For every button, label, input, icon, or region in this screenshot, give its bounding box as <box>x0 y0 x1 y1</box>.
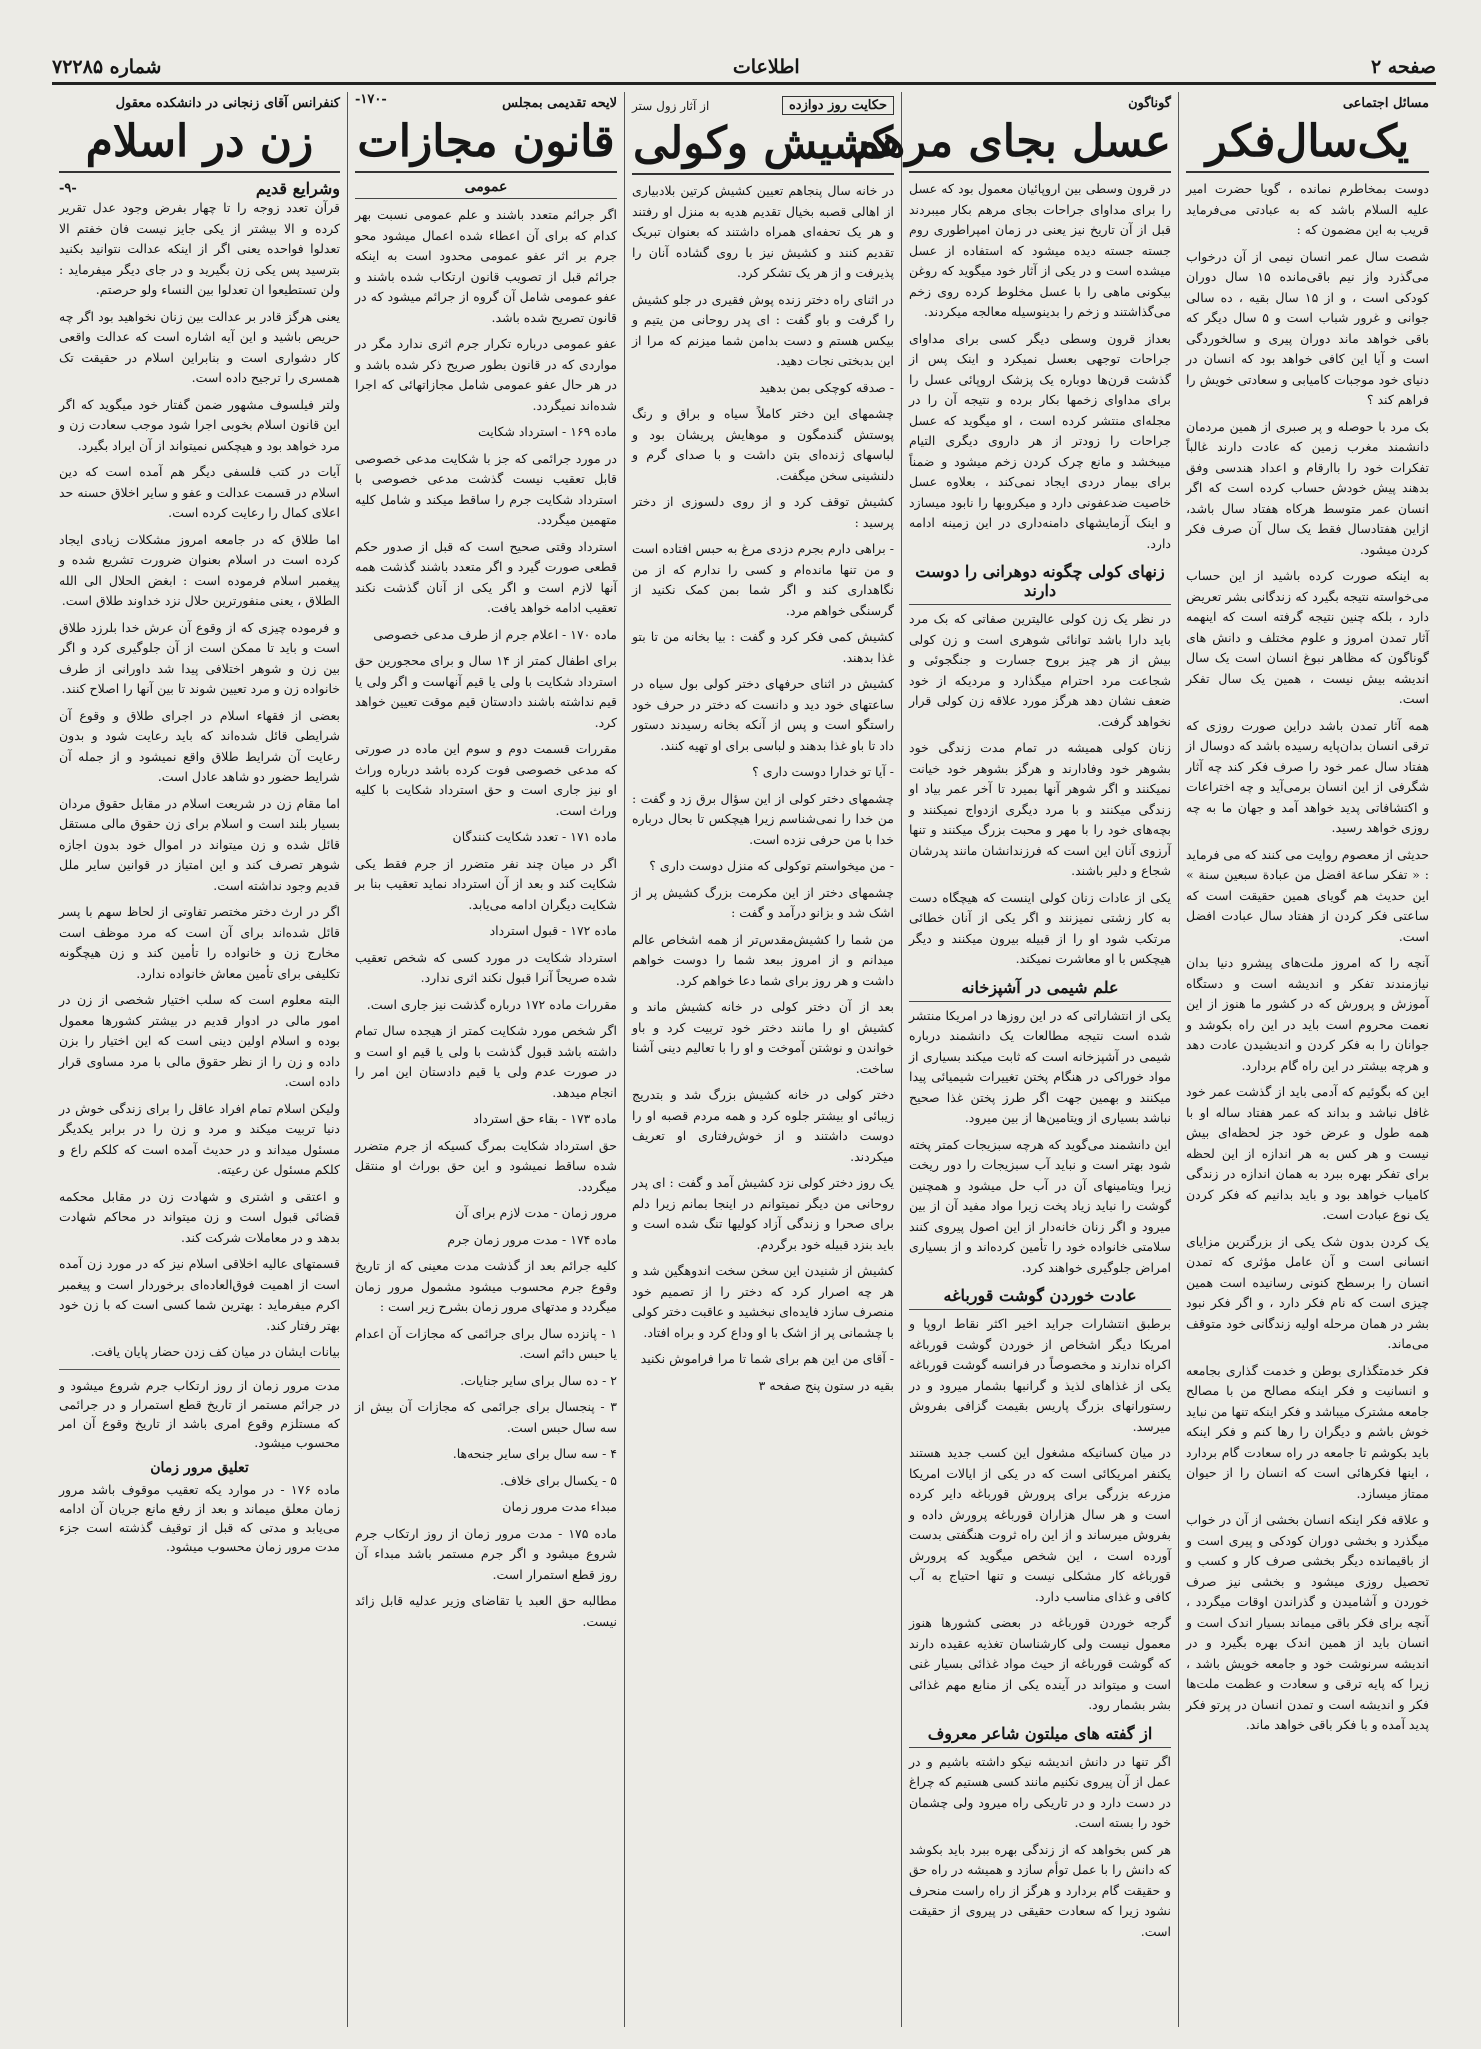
paragraph: بعضی از فقهاء اسلام در اجرای طلاق و وقوع آن شرایطی قائل شده‌اند که باید رعایت شود و بدون رعایت آن شرایط طلاق واقع نمیشود و از جمله آن شرایط حضور دو شاهد عادل است. <box>59 707 340 784</box>
article-body-continued <box>1186 716 1429 1736</box>
footer-article-body: ماده ۱۷۶ - در موارد یکه تعقیب موقوف باشد مرور زمان معلق میماند و بعد از رفع مانع جریان آن ادامه می‌یابد و مدتی که قبل از توقیف گذشته است جزء مدت مرور زمان محسوب میشود. <box>59 1481 340 1554</box>
paragraph: ماده ۱۷۱ - تعدد شکایت کنندگان <box>452 829 617 844</box>
paragraph: یک کردن بدون شک یکی از بزرگترین مزایای انسانی است و آن عامل مؤثری که تمدن انسان را برسطح کنونی رسانیده است همین چیزی است که نام فکر دارد ، و اگر فکر نبود بشر در همان مرحله اولیه زندگانی خود متوقف می‌ماند. <box>1186 1233 1429 1351</box>
paragraph: ۱ - پانزده سال برای جرائمی که مجازات آن اعدام یا حبس دائم است. <box>355 1325 617 1361</box>
paragraph: برطبق انتشارات جراید اخیر اکثر نقاط اروپا و امریکا دیگر اشخاص از خوردن گوشت قورباغه اکراه ندارند و مخصوصاً در فرانسه گوشت قورباغه یکی از غذاهای لذیذ و گرانبها بشمار میرود و در رستورانهای بزرگ پاریس بقیمت گزافی بفروش میرسد. <box>909 1316 1171 1434</box>
paragraph: مبداء مدت مرور زمان <box>502 1499 617 1514</box>
paragraph: کلیه جرائم بعد از گذشت مدت معینی که از تاریخ وقوع جرم محسوب میشود مشمول مرور زمان میگردد و مدتهای مرور زمان بشرح زیر است : <box>355 1258 617 1314</box>
paragraph: و اعتقی و اشتری و شهادت زن در مقابل محکمه قضائی قبول است و زن میتواند در محاکم شهادت بدهد و در معاملات شرکت کند. <box>59 1188 340 1245</box>
paragraph: قرآن تعدد زوجه را تا چهار بفرض وجود عدل تقریر کرده و الا بیشتر از یکی جایز نیست فان خفتم الا تعدلوا فواحده یعنی اگر از اینکه عدالت نتوانید بکنید بترسید پس یکی زن بگیرید و در جای دیگر میفرماید : ولن تستطیعوا ان تعدلوا بین النساء ولو حرصتم. <box>59 200 340 297</box>
paragraph: یکی از انتشاراتی که در این روزها در امریکا منتشر شده است نتیجه مطالعات یک دانشمند درباره شیمی در آشپزخانه است که ثابت میکند بسیاری از مواد خوراکی در هنگام پختن تغییرات شیمیائی پیدا میکنند و بهمین جهت اگر طرز پختن غذا صحیح نباشد بسیاری از ویتامین‌ها از بین میرود. <box>909 1007 1171 1125</box>
paragraph: - آیا تو خدارا دوست داری ؟ <box>752 764 894 779</box>
paragraph: هر کس بخواهد که از زندگی بهره ببرد باید بکوشد که دانش را با عمل توأم سازد و همیشه در راه حق و حقیقت گام بردارد و هرگز از راه راست منحرف نشود زیرا که سعادت حقیقی در پیروی از حقیقت است. <box>909 1841 1171 1939</box>
paragraph: اگر جرائم متعدد باشند و علم عمومی نسبت بهر کدام که برای آن اعطاء شده اعمال میشود محو جرم بر اثر عفو عمومی محدود است به اینکه جرائم قبل از تصویب قانون ارتکاب شده باشند و عفو عمومی شامل آن گروه از جرائم میشود که در قانون تصریح شده باشد. <box>355 207 617 325</box>
column-divider <box>59 1369 340 1370</box>
paragraph: بقیه در ستون پنج صفحه ۳ <box>758 1377 894 1393</box>
newspaper-page <box>52 52 1436 2027</box>
column-topic: گوناگون <box>1128 96 1171 111</box>
paragraph: این که بگوئیم که آدمی باید از گذشت عمر خود غافل نباشد و بداند که عمر هفتاد ساله او با همه طول و عرض خود جز لحظه‌ای بیش نیست و هر کس به هر اندازه از این لحظه برای تفکر بهره ببرد به همان اندازه در زندگی کامیاب خواهد بود و باید بدانیم که فکر کردن یک نوع عبادت است. <box>1186 1084 1429 1222</box>
paragraph: آیات در کتب فلسفی دیگر هم آمده است که دین اسلام در قسمت عدالت و عفو و سایر اخلاق حسنه حد اعلای کمال را رعایت کرده است. <box>59 464 340 520</box>
paragraph: ۴ - سه سال برای سایر جنحه‌ها. <box>452 1446 617 1461</box>
paragraph: اگر شخص مورد شکایت کمتر از هیجده سال تمام داشته باشد قبول گذشت با ولی یا قیم او است و در صورت عدم ولی یا قیم دادستان این امر را انجام میدهد. <box>355 1023 617 1100</box>
paragraph: عفو عمومی درباره تکرار جرم اثری ندارد مگر در مواردی که در قانون بطور صریح ذکر شده باشد و در هر حال عفو عمومی شامل مجازاتهائی که اجرا شده‌اند نمیگردد. <box>355 336 617 413</box>
paragraph: اگر در میان چند نفر متضرر از جرم فقط یکی شکایت کند و بعد از آن استرداد نماید تعقیب بنا بر شکایت دیگران ادامه می‌یابد. <box>355 855 617 912</box>
paragraph: بعداز قرون وسطی دیگر کسی برای مداوای جراحات توجهی بعسل نمیکرد و اینک پس از گذشت قرن‌ها دوباره یک پزشک اروپائی عسل را برای مداوای زخمها بکار برده و نتیجه آن را در مجله‌ای منتشر کرده است ، او میگوید که عسل جراحات را زودتر از هر داروی دیگری التیام میبخشد و مانع چرک کردن زخم میشود و ضمناً برای بیمار دردی ایجاد نمی‌کند ، بعلاوه عسل خاصیت ضدعفونی دارد و میکروبها را نابود میسازد و اینک آزمایشهای دامنه‌داری در این زمینه ادامه دارد. <box>909 330 1171 551</box>
headline-women-islam: زن در اسلام <box>59 113 340 173</box>
headline-honey: عسل بجای مرهم <box>909 113 1171 173</box>
paragraph: ماده ۱۷۳ - بقاء حق استرداد <box>473 1111 617 1126</box>
installment-number: -۱۷۰- <box>355 92 387 107</box>
paragraph: بعد از آن دختر کولی در خانه کشیش ماند و کشیش او را مانند دختر خود تربیت کرد و باو خواندن و نوشتن آموخت و او را با تعالیم دینی آشنا ساخت. <box>632 999 894 1076</box>
law-body <box>355 205 617 1632</box>
paragraph: من شما را کشیش‌مقدس‌تر از همه اشخاص عالم میدانم و از امروز ببعد شما را دوست خواهم داشت و هر روز برای شما دعا خواهم کرد. <box>632 931 894 988</box>
paragraph: چشمهای این دختر کاملاً سیاه و براق و رنگ پوستش گندمگون و موهایش پریشان بود و لباسهای ژنده‌ای بتن داشت و با صدای گرم و دلنشینی سخن میگفت. <box>632 406 894 483</box>
page-number: صفحه ۲ <box>1370 56 1436 78</box>
paragraph: ماده ۱۷۰ - اعلام جرم از طرف مدعی خصوصی <box>373 626 617 642</box>
column-header-row <box>355 92 617 111</box>
paragraph: ماده ۱۶۹ - استرداد شکایت <box>477 424 617 439</box>
article-body <box>909 1314 1171 1716</box>
columns <box>52 92 1436 2027</box>
headline-penal-code: قانون مجازات <box>355 113 617 173</box>
column-penal-code <box>347 92 624 2027</box>
paragraph: در خانه سال پنجاهم تعیین کشیش کرتین بلادبیاری از اهالی قصبه بخیال تقدیم هدیه به منزل او رفتند و هر یک تحفه‌ای همراه داشتند که بعنوان تبریک تقدیم کنند و کشیش نیز با روی گشاده آنان را پذیرفت و از هر یک تشکر کرد. <box>632 183 894 280</box>
article-body <box>1186 179 1429 710</box>
paragraph: کشیش از شنیدن این سخن سخت اندوهگین شد و هر چه اصرار کرد که دختر را از تصمیم خود منصرف سازد فایده‌ای نبخشید و عاقبت دختر کولی با چشمانی پر از اشک با او وداع کرد و براه افتاد. <box>632 1263 894 1340</box>
paragraph: مقررات قسمت دوم و سوم این ماده در صورتی که مدعی خصوصی فوت کرده باشد درباره وراث او نیز جاری است و حق استرداد شکایت با کلیه وراث است. <box>355 741 617 818</box>
paragraph: در قرون وسطی بین اروپائیان معمول بود که عسل را برای مداوای جراحات بجای مرهم بکار میبردند قبل از آن تاریخ نیز یعنی در زمان امپراطوری روم جسته جسته دیده میشود که استفاده از عسل میشده است و در یکی از آثار خود میگوید که روغن بیکونی ماهی را با عسل مخلوط کرده روی زخم می‌گذاشتند و زخم را بدینوسیله معالجه میکردند. <box>909 181 1171 319</box>
masthead <box>52 52 1436 85</box>
paragraph: مرور زمان - مدت لازم برای آن <box>455 1205 617 1220</box>
paragraph: کشیش کمی فکر کرد و گفت : بیا بخانه من تا بتو غذا بدهند. <box>632 629 894 665</box>
paragraph: این دانشمند می‌گوید که هرچه سبزیجات کمتر پخته شود بهتر است و نباید آب سبزیجات را دور ریخت زیرا ویتامینهای آن در آب حل میشود و همچنین گوشت را نباید زیاد پخت زیرا مواد مفید آن از بین میرود و اگر زنان خانه‌دار از این اصول پیروی کنند سلامتی خانواده خود را تأمین کرده‌اند و از بسیاری امراض جلوگیری خواهند کرد. <box>909 1136 1171 1275</box>
article-body <box>909 179 1171 554</box>
paragraph: چشمهای دختر کولی از این سؤال برق زد و گفت : من خدا را نمی‌شناسم زیرا هیچکس تا بحال درباره خدا با من حرفی نزده است. <box>632 790 894 847</box>
paragraph: کشیش توقف کرد و از روی دلسوزی از دختر پرسید : <box>632 494 894 530</box>
subheading-ancient-laws: وشرایع قدیم <box>255 179 340 198</box>
paragraph: اما مقام زن در شریعت اسلام در مقابل حقوق مردان بسیار بلند است و اسلام برای زن حقوق مالی مستقل قائل شده و زن میتواند در اموال خود بدون اجازه شوهر تصرف کند و این امتیاز در قوانین سایر ملل قدیم وجود نداشته است. <box>59 795 340 893</box>
paragraph: زنان کولی همیشه در تمام مدت زندگی خود بشوهر خود وفادارند و هرگز بشوهر خود خیانت نمیکنند و اگر شوهر آنها بمیرد تا آخر عمر بیاد او زندگی میکنند و با مرد دیگری ازدواج نمیکنند و بچه‌های خود را با مهر و محبت بزرگ میکنند و تنها آرزوی آنان این است که فرزندانشان مانند پدرشان شجاع و دلیر باشند. <box>909 740 1171 878</box>
paragraph: البته معلوم است که سلب اختیار شخصی از زن در امور مالی در ادوار قدیم در بیشتر کشورها معمول بوده و اسلام اولین دینی است که این اختیار را بزن داده و زن را از نظر حقوق مالی با مرد مساوی قرار داده است. <box>59 992 340 1089</box>
column-women-islam <box>52 92 347 2027</box>
paragraph: قسمتهای عالیه اخلاقی اسلام نیز که در مورد زن آمده است از اهمیت فوق‌العاده‌ای برخوردار است و پیغمبر اکرم میفرماید : بهترین شما کسی است که با زن خود بهتر رفتار کند. <box>59 1256 340 1333</box>
paragraph: ولتر فیلسوف مشهور ضمن گفتار خود میگوید که اگر این قانون اسلام بخوبی اجرا شود موجب سعادت زن و مرد خواهد بود و هیچکس نمیتواند از آن ایراد بگیرد. <box>59 396 340 453</box>
paragraph: ۲ - ده سال برای سایر جنایات. <box>460 1372 617 1388</box>
subheading-milton-quotes: از گفته های میلتون شاعر معروف <box>909 1724 1171 1748</box>
column-topic: مسائل اجتماعی <box>1342 96 1429 111</box>
article-body <box>909 1752 1171 1943</box>
paragraph: گرجه خوردن قورباغه در بعضی کشورها هنوز معمول نیست ولی کارشناسان تغذیه عقیده دارند که گوشت قورباغه از حیث مواد غذائی بسیار غنی است و میتواند در آینده یکی از منابع مهم غذائی بشر بشمار رود. <box>909 1615 1171 1712</box>
story-body <box>632 181 894 1396</box>
paragraph: ماده ۱۷۲ - قبول استرداد <box>489 923 617 938</box>
paragraph: در نظر یک زن کولی عالیترین صفاتی که بک مرد باید دارا باشد توانائی شوهری است و زن کولی بیش از هر چیز بروح جسارت و جنگجوئی و شجاعت مرد احترام میگذارد و مردیکه از خود ضعف نشان دهد هرگز مورد علاقه زن کولی قرار نخواهد گرفت. <box>909 611 1171 729</box>
paragraph: ماده ۱۷۵ - مدت مرور زمان از روز ارتکاب جرم شروع میشود و اگر جرم مستمر باشد مبداء آن روز قطع استمرار است. <box>355 1525 618 1582</box>
issue-number: شماره ۷۲۲۸۵ <box>52 56 162 78</box>
paragraph: - آقای من این هم برای شما تا مرا فراموش نکنید <box>640 1351 894 1366</box>
footer-subheading: تعلیق مرور زمان <box>150 1459 249 1476</box>
headline-priest-gypsy: کشیش وکولی <box>632 115 894 175</box>
column-social <box>1178 92 1436 2027</box>
paper-name: اطلاعات <box>732 56 800 78</box>
paragraph: در مورد جرائمی که جز با شکایت مدعی خصوصی قابل تعقیب نیست گذشت مدعی خصوصی با استرداد شکایت جرم را ساقط میکند و شامل کلیه متهمین میگردد. <box>355 450 617 527</box>
installment-number: -۹- <box>59 181 77 196</box>
subheading-row <box>59 179 340 198</box>
column-miscellany <box>852 92 1178 2027</box>
paragraph: کشیش در اثنای حرفهای دختر کولی بول سیاه در ساعتهای خود دید و دانست که دختر در حرف خود راستگو است و پس از آنکه بخانه رسیدند دستور داد تا باو غذا بدهند و لباسی برای او تهیه کنند. <box>632 676 894 753</box>
paragraph: استرداد وقتی صحیح است که قبل از صدور حکم قطعی صورت گیرد و اگر متعدد باشند گذشت همه آنها لازم است و اگر یکی از آنان گذشت نکند تعقیب ادامه خواهد یافت. <box>355 538 617 615</box>
paragraph: چشمهای دختر از این مکرمت بزرگ کشیش پر از اشک شد و بزانو درآمد و گفت : <box>632 884 894 920</box>
paragraph: آنچه را که امروز ملت‌های پیشرو دنیا بدان نیازمندند تفکر و اندیشه است و دستگاه آموزش و پرورش که در کشور ما هنوز از این نعمت محروم است باید در این راه بکوشد و جوانان را به فکر کردن و اندیشیدن عادت دهد و هرچه بیشتر در این راه گام بردارد. <box>1186 955 1429 1073</box>
paragraph: ماده ۱۷۴ - مدت مرور زمان جرم <box>447 1231 617 1247</box>
paragraph: برای اطفال کمتر از ۱۴ سال و برای محجورین حق استرداد شکایت با ولی یا قیم آنهاست و اگر ولی یا قیم نداشته باشند دادستان قیم موقت تعیین خواهد کرد. <box>355 653 617 730</box>
paragraph: یعنی هرگز قادر بر عدالت بین زنان نخواهید بود اگر چه حریص باشید و این آیه اشاره است که عدالت واقعی کار دشواری است و بنابراین اسلام در حقیقت تک همسری را ترجیح داده است. <box>59 308 340 385</box>
paragraph: و فرموده چیزی که از وقوع آن عرش خدا بلرزد طلاق است و باید تا ممکن است از آن جلوگیری کرد و اگر بین زن و شوهر اختلافی پیدا شد داورانی از طرف خانواده زن و مرد تعیین شوند تا بین آنها را اصلاح کنند. <box>59 619 340 696</box>
conference-kicker: کنفرانس آقای زنجانی در دانشکده معقول <box>115 96 340 111</box>
paragraph: فکر خدمتگذاری بوطن و خدمت گذاری بجامعه و انسانیت و فکر اینکه مصالح من با مصالح جامعه مشترک میباشد و فکر اینکه تنها من نباید خوش باشم و دیگران را رها کنم و فکر اینکه باید بکوشم تا جامعه در راه سعادت گام بردارد ، اینها فکرهائی است که انسان را از حیوان ممتاز میسازد. <box>1186 1362 1429 1501</box>
subheading-frog-meat: عادت خوردن گوشت قورباغه <box>909 1286 1171 1310</box>
paragraph: در اثنای راه دختر زنده پوش فقیری در جلو کشیش را گرفت و باو گفت : ای پدر روحانی من یتیم و بیکس هستم و دست بدامن شما میزنم که مرا از این بدبختی نجات دهید. <box>632 291 894 368</box>
subheading-kitchen-chemistry: علم شیمی در آشپزخانه <box>909 978 1171 1002</box>
paragraph: حق استرداد شکایت بمرگ کسیکه از جرم متضرر شده ساقط نمیشود و این حق بوراث او منتقل میگردد. <box>355 1137 617 1194</box>
paragraph: در میان کسانیکه مشغول این کسب جدید هستند یکنفر امریکائی است که در یکی از ایالات امریکا مزرعه بزرگی برای پرورش قورباغه دایر کرده است و هر سال هزاران قورباغه پرورش داده و بفروش میرساند و از این راه ثروت هنگفتی بدست آورده است ، این شخص میگوید که پرورش قورباغه کار مشکلی نیست و تنها احتیاج به آب کافی و غذای مناسب دارد. <box>909 1445 1171 1604</box>
paragraph: شصت سال عمر انسان نیمی از آن درخواب می‌گذرد واز نیم باقی‌مانده ۱۵ سال دوران کودکی است ، و از ۱۵ سال بقیه ، ده سالی جوانی و غرور شباب است و ۵ سال دیگر که باقی خواهد ماند دوران پیری و سالخوردگی است و آیا این کافی خواهد بود که انسان در دنیای خود موجبات کامیابی و سعادتی خویش را فراهم کند ؟ <box>1186 248 1429 407</box>
paragraph: ۵ - یکسال برای خلاف. <box>499 1472 617 1488</box>
paragraph: دختر کولی در خانه کشیش بزرگ شد و بتدریج زیبائی او بیشتر جلوه کرد و همه مردم قصبه او را دوست داشتند و از خوش‌رفتاری او تعریف میکردند. <box>632 1087 894 1164</box>
paragraph: یک روز دختر کولی نزد کشیش آمد و گفت : ای پدر روحانی من دیگر نمیتوانم در اینجا بمانم زیرا دلم برای صحرا و زندگی آزاد کولیها تنگ شده است و باید بنزد قبیله خود برگردم. <box>632 1175 894 1252</box>
paragraph: بیانات ایشان در میان کف زدن حضار پایان یافت. <box>90 1344 340 1359</box>
paragraph: یکی از عادات زنان کولی اینست که هیچگاه دست به کار زشتی نمیزنند و اگر یکی از آنان خطائی مرتکب شود او را از قبیله بیرون میکنند و دیگر هیچکس با او معاشرت نمیکند. <box>909 889 1171 966</box>
paragraph: مطالبه حق العبد یا تقاضای وزیر عدلیه قابل زائد نیست. <box>355 1593 617 1629</box>
paragraph: اما طلاق که در جامعه امروز مشکلات زیادی ایجاد کرده است در اسلام بعنوان ضرورت تشریع شده و پیغمبر اسلام فرموده است : ابغض الحلال الی الله الطلاق ، یعنی منفورترین حلال نزد خداوند طلاق است. <box>59 531 340 608</box>
paragraph: اگر تنها در دانش اندیشه نیکو داشته باشیم و در عمل از آن پیروی نکنیم مانند کسی هستیم که چراغ در دست دارد و در تاریکی راه میرود ولی چشمان خود را بسته است. <box>909 1753 1171 1830</box>
footer-article: مدت مرور زمان از روز ارتکاب جرم شروع میشود و در جرائم مستمر از تاریخ قطع استمرار و در جرائمی که مستلزم وقوع امری باشد از تاریخ وقوع آن امر محسوب میشود. <box>59 1377 340 1450</box>
column-story <box>624 92 901 2027</box>
paragraph: همه آثار تمدن باشد دراین صورت روزی که ترقی انسان بدان‌پایه رسیده باشد که دوسال از هفتاد سال عمر خود را صرف فکر کند چه آثار شگرفی از این انسان برمی‌آید و چه اختراعات و اکتشافاتی پدید خواهد آمد و جهان ما به چه روزی خواهد رسید. <box>1186 717 1429 835</box>
story-kicker: حکایت روز دوازده <box>782 96 894 115</box>
paragraph: استرداد شکایت در مورد کسی که شخص تعقیب شده صریحاً آنرا قبول نکند اثری ندارد. <box>355 949 617 985</box>
paragraph: و علاقه فکر اینکه انسان بخشی از آن در خواب میگذرد و بخشی دوران کودکی و پیری است و از باقیمانده دیگر بخشی صرف کار و کسب و تحصیل روزی میشود و بخشی نیز صرف خوردن و آشامیدن و گذراندن اوقات میگردد ، آنچه برای فکر باقی میماند بسیار اندک است و انسان باید از همین اندک بهره بگیرد و در اندیشه سرنوشت خود و جامعه خویش باشد ، زیرا که پایه ترقی و سعادت و عظمت ملت‌ها فکر و اندیشه است و تمدن انسان در پرتو فکر پدید آمده و با فکر باقی خواهد ماند. <box>1186 1512 1429 1732</box>
paragraph: به اینکه صورت کرده باشید از این حساب می‌خواسته نتیجه بگیرد که زندگانی بشر تعریض دارد ، بلکه چنین نتیجه گرفته است که اینهمه آثار تمدن امروز و علوم مختلف و دانش های گوناگون که مظاهر نبوغ انسان است یک سال اندیشه بیش نیست ، همین یک سال تفکر است. <box>1186 568 1429 706</box>
paragraph: ۳ - پنجسال برای جرائمی که مجازات آن بیش از سه سال حبس است. <box>355 1399 617 1435</box>
headline-one-year-thought: یک‌سال‌فکر <box>1186 113 1429 173</box>
paragraph: - من میخواستم توکولی که منزل دوست داری ؟ <box>649 858 894 873</box>
article-body <box>909 1006 1171 1279</box>
article-body <box>909 609 1171 970</box>
paragraph: - صدقه کوچکی بمن بدهید <box>759 379 894 395</box>
paragraph: حدیثی از معصوم روایت می کنند که می فرماید : « تفکر ساعة افضل من عبادة سبعین سنة » این حدیث هم گویای همین حقیقت است که ساعتی فکر کردن از هفتاد سال عبادت افضل است. <box>1186 846 1429 944</box>
paragraph: بک مرد با حوصله و پر صبری از همین مردمان دانشمند مغرب زمین که عادت دارند غالباً تفکرات خود را باارقام و اعداد هندسی وفق بدهند پیش خودش حساب کرده است که اگر انسان عمر متوسط هرکاه هفتاد سال باشد، ازاین هفتادسال فقط یک سال آن صرف فکر کردن میشود. <box>1186 418 1429 557</box>
bill-kicker: لایحه تقدیمی بمجلس <box>502 96 617 111</box>
paragraph: اگر در ارث دختر مختصر تفاوتی از لحاظ سهم با پسر قائل شده‌اند برای آن است که مرد موظف است مخارج زن و خانواده را تأمین کند و زن هیچگونه تکلیفی برای تأمین معاش خانواده ندارد. <box>59 904 340 981</box>
subheading-gypsy-women: زنهای کولی چگونه دوهرانی را دوست دارند <box>909 562 1171 605</box>
story-byline: از آثار زول ستر <box>632 99 710 113</box>
section-word: عمومی <box>355 179 617 199</box>
paragraph: - براهی دارم بجرم دزدی مرغ به حبس افتاده است و من تنها مانده‌ام و کسی را ندارم که از من نگاهداری کند و اگر شما بمن کمک نکنید از گرسنگی خواهم مرد. <box>632 541 894 618</box>
paragraph: مقررات ماده ۱۷۲ درباره گذشت نیز جاری است. <box>366 996 617 1012</box>
paragraph: دوست بمخاطرم نمانده ، گویا حضرت امیر علیه السلام باشد که به عبادتی می‌فرماید قریب به این مضمون که : <box>1186 181 1429 237</box>
lecture-body <box>59 198 340 1363</box>
paragraph: ولیکن اسلام تمام افراد عاقل را برای زندگی خوش در دنیا تربیت میکند و مرد و زن را در برابر یکدیگر مسئول میداند و در حدیث آمده است که کلکم راع و کلکم مسئول عن رعیته. <box>59 1100 340 1177</box>
